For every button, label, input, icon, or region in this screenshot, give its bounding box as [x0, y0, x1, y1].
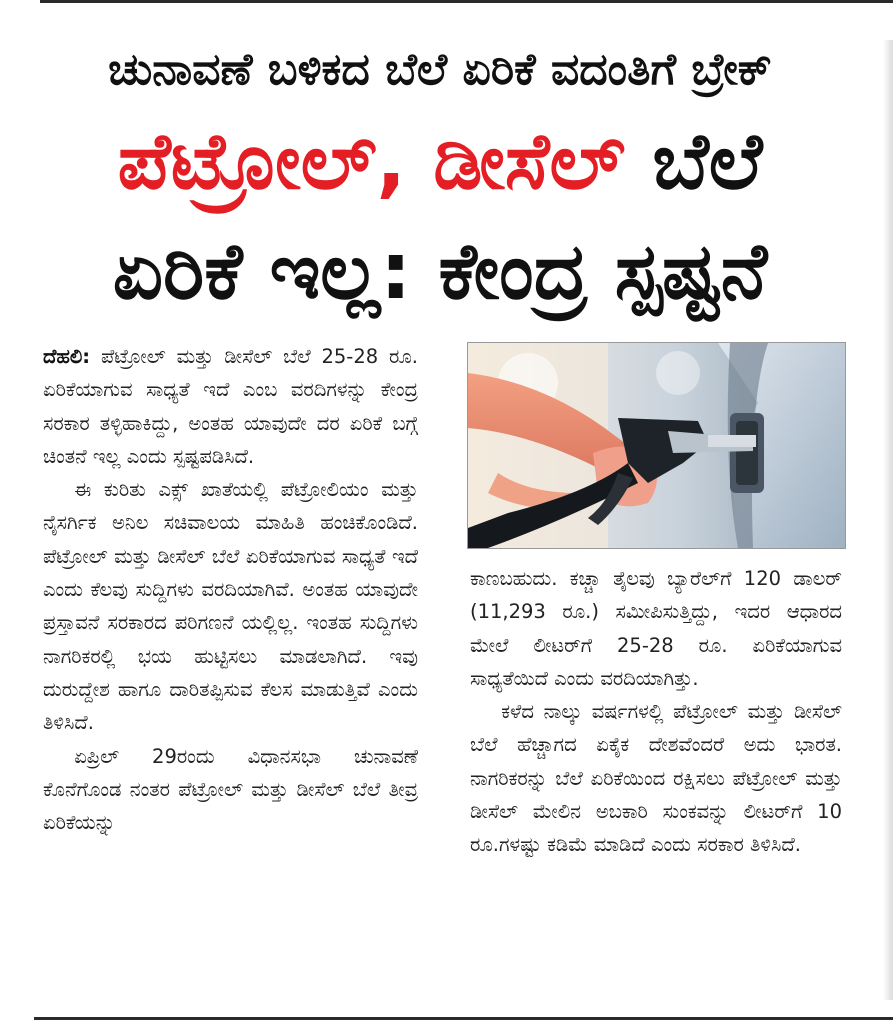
article-paragraph-4: ಕಳೆದ ನಾಲ್ಕು ವರ್ಷಗಳಲ್ಲಿ ಪೆಟ್ರೋಲ್ ಮತ್ತು ಡೀಸೆಲ್ ಬೆಲೆ ಹೆಚ್ಚಾಗದ ಏಕೈಕ ದೇಶವೆಂದರೆ ಅದು ಭಾರತ. ನಾಗರಿಕರನ್ನು ಬೆಲೆ ಏರಿಕೆಯಿಂದ ರಕ್ಷಿಸಲು ಪೆಟ್ರೋಲ್ ಮತ್ತು ಡೀಸೆಲ್ ಮೇಲಿನ ಅಬಕಾರಿ ಸುಂಕವನ್ನು ಲೀಟರ್‌ಗೆ 10 ರೂ.ಗಳಷ್ಟು ಕಡಿಮೆ ಮಾಡಿದೆ ಎಂದು ಸರಕಾರ ತಿಳಿಸಿದೆ. [470, 700, 842, 857]
article-paragraph-2: ಈ ಕುರಿತು ಎಕ್ಸ್ ಖಾತೆಯಲ್ಲಿ ಪೆಟ್ರೋಲಿಯಂ ಮತ್ತು ನೈಸರ್ಗಿಕ ಅನಿಲ ಸಚಿವಾಲಯ ಮಾಹಿತಿ ಹಂಚಿಕೊಂಡಿದೆ. ಪೆಟ್ರೋಲ್ ಮತ್ತು ಡೀಸೆಲ್ ಬೆಲೆ ಏರಿಕೆಯಾಗುವ ಸಾಧ್ಯತೆ ಇದೆ ಎಂದು ಕೆಲವು ಸುದ್ದಿಗಳು ವರದಿಯಾಗಿವೆ. ಅಂತಹ ಯಾವುದೇ ಪ್ರಸ್ತಾವನೆ ಸರಕಾರದ ಪರಿಗಣನೆ ಯಲ್ಲಿಲ್ಲ. ಇಂತಹ ಸುದ್ದಿಗಳು ನಾಗರಿಕರಲ್ಲಿ ಭಯ ಹುಟ್ಟಿಸಲು ಮಾಡಲಾಗಿದೆ. ಇವು ದುರುದ್ದೇಶ ಹಾಗೂ ದಾರಿತಪ್ಪಿಸುವ ಕೆಲಸ ಮಾಡುತ್ತಿವೆ ಎಂದು ತಿಳಿಸಿದೆ. [43, 478, 418, 735]
bottom-rule [34, 1017, 893, 1020]
fuel-nozzle-icon [468, 343, 845, 548]
headline-black-text: ಬೆಲೆ [625, 117, 763, 207]
article-paragraph-3: ಏಪ್ರಿಲ್ 29ರಂದು ವಿಧಾನಸಭಾ ಚುನಾವಣೆ ಕೊನೆಗೊಂಡ ನಂತರ ಪೆಟ್ರೋಲ್ ಮತ್ತು ಡೀಸೆಲ್ ಬೆಲೆ ತೀವ್ರ ಏರಿಕೆಯನ್ನು [43, 744, 418, 835]
paragraph-1-text: ಪೆಟ್ರೋಲ್ ಮತ್ತು ಡೀಸೆಲ್ ಬೆಲೆ 25-28 ರೂ. ಏರಿಕೆಯಾಗುವ ಸಾಧ್ಯತೆ ಇದೆ ಎಂಬ ವರದಿಗಳನ್ನು ಕೇಂದ್ರ ಸರಕಾರ ತಳ್ಳಿಹಾಕಿದ್ದು, ಅಂತಹ ಯಾವುದೇ ದರ ಏರಿಕೆ ಬಗ್ಗೆ ಚಿಂತನೆ ಇಲ್ಲ ಎಂದು ಸ್ಪಷ್ಟಪಡಿಸಿದೆ. [43, 345, 418, 468]
article-paragraph-3-continued: ಕಾಣಬಹುದು. ಕಚ್ಚಾ ತೈಲವು ಬ್ಯಾರೆಲ್‌ಗೆ 120 ಡಾಲರ್ (11,293 ರೂ.) ಸಮೀಪಿಸುತ್ತಿದ್ದು, ಇದರ ಆಧಾರದ ಮೇಲೆ ಲೀಟರ್‌ಗೆ 25-28 ರೂ. ಏರಿಕೆಯಾಗುವ ಸಾಧ್ಯತೆಯಿದೆ ಎಂದು ವರದಿಯಾಗಿತ್ತು. [470, 567, 842, 690]
headline-red-text: ಪೆಟ್ರೋಲ್, ಡೀಸೆಲ್ [117, 117, 626, 207]
headline-line-2: ಏರಿಕೆ ಇಲ್ಲ: ಕೇಂದ್ರ ಸ್ಪಷ್ಟನೆ [112, 227, 768, 317]
top-rule [40, 0, 893, 3]
article-paragraph-1 [43, 340, 418, 473]
page-edge-shadow [883, 40, 893, 1000]
fuel-nozzle-photo [467, 342, 846, 549]
article-column-left [43, 340, 418, 839]
article-kicker: ಚುನಾವಣೆ ಬಳಿಕದ ಬೆಲೆ ಏರಿಕೆ ವದಂತಿಗೆ ಬ್ರೇಕ್ [108, 44, 772, 95]
dateline: ದೆಹಲಿ: [43, 345, 91, 368]
headline-line-1 [40, 110, 840, 214]
article-column-right [470, 562, 842, 862]
